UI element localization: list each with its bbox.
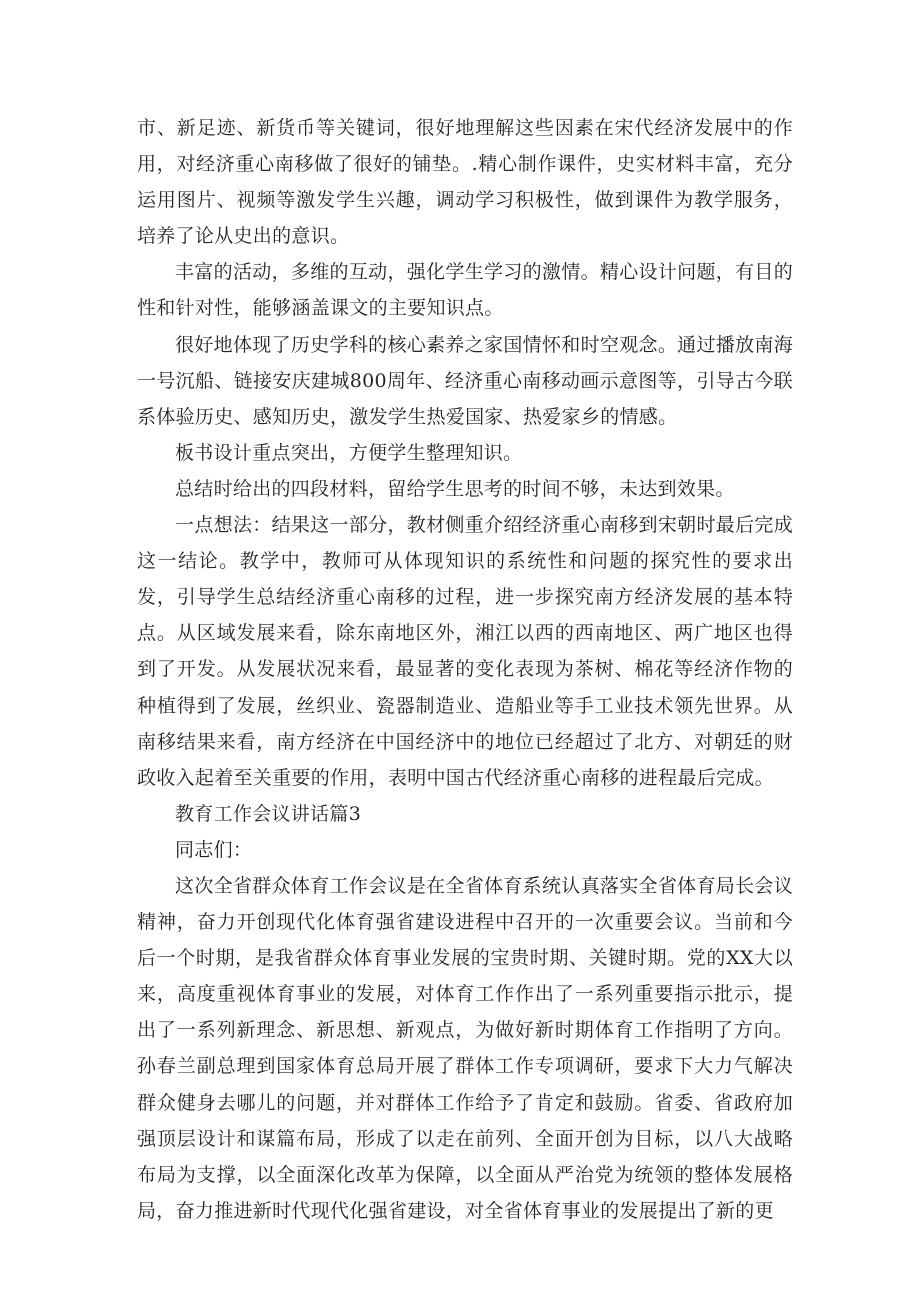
paragraph-speech: 这次全省群众体育工作会议是在全省体育系统认真落实全省体育局长会议精神，奋力开创现代化体育强省建设进程中召开的一次重要会议。当前和今后一个时期，是我省群众体育事业发展的宝贵时期、关键时期。党的XX大以来，高度重视体育事业的发展，对体育工作作出了一系列重要指示批示，提出了一系列新理念、新思想、新观点，为做好新时期体育工作指明了方向。孙春兰副总理到国家体育总局开展了群体工作专项调研，要求下大力气解决群众健身去哪儿的问题，并对群体工作给予了肯定和鼓励。省委、省政府加强顶层设计和谋篇布局，形成了以走在前列、全面开创为目标，以八大战略布局为支撑，以全面深化改革为保障，以全面从严治党为统领的整体发展格局，奋力推进新时代现代化强省建设，对全省体育事业的发展提出了新的更	[137, 874, 793, 1222]
section-heading: 教育工作会议讲话篇3	[175, 802, 362, 825]
paragraph-thoughts: 一点想法：结果这一部分，教材侧重介绍经济重心南移到宋朝时最后完成这一结论。教学中，教师可从体现知识的系统性和问题的探究性的要求出发，引导学生总结经济重心南移的过程，进一步探究南方经济发展的基本特点。从区域发展来看，除东南地区外，湘江以西的西南地区、两广地区也得到了开发。从发展状况来看，最显著的变化表现为茶树、棉花等经济作物的种植得到了发展，丝织业、瓷器制造业、造船业等手工业技术领先世界。从南移结果来看，南方经济在中国经济中的地位已经超过了北方、对朝廷的财政收入起着至关重要的作用，表明中国古代经济重心南移的进程最后完成。	[137, 514, 793, 789]
paragraph-activities: 丰富的活动，多维的互动，强化学生学习的激情。精心设计问题，有目的性和针对性，能够涵盖课文的主要知识点。	[137, 261, 793, 320]
paragraph-continuation: 市、新足迹、新货币等关键词，很好地理解这些因素在宋代经济发展中的作用，对经济重心南移做了很好的铺垫。.精心制作课件，史实材料丰富，充分运用图片、视频等激发学生兴趣，调动学习积极性，做到课件为教学服务，培养了论从史出的意识。	[137, 117, 793, 248]
salutation: 同志们：	[175, 838, 253, 861]
paragraph-summary: 总结时给出的四段材料，留给学生思考的时间不够，未达到效果。	[175, 477, 735, 500]
paragraph-core-literacy: 很好地体现了历史学科的核心素养之家国情怀和时空观念。通过播放南海一号沉船、链接安庆建城800周年、经济重心南移动画示意图等，引导古今联系体验历史、感知历史，激发学生热爱国家、热爱家乡的情感。	[137, 333, 793, 428]
document-body	[137, 110, 793, 1229]
paragraph-blackboard: 板书设计重点突出，方便学生整理知识。	[175, 441, 523, 464]
